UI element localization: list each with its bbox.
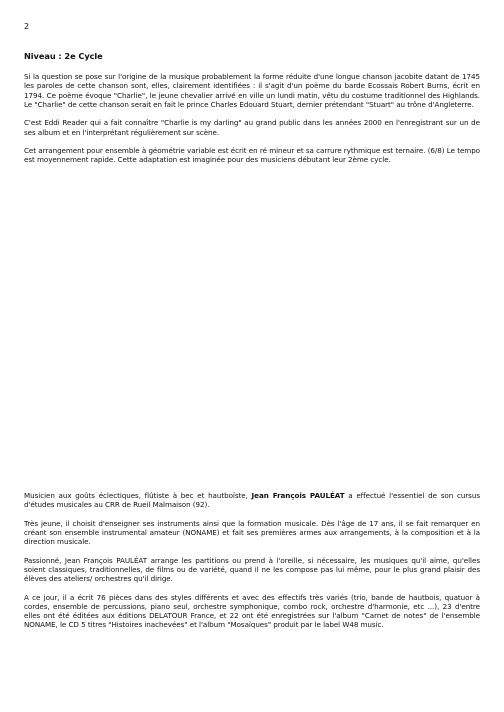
bio-intro-paragraph — [24, 491, 480, 509]
eddi-reader-paragraph: C'est Eddi Reader qui a fait connaître "Charlie is my darling" au grand public dans les années 2000 en l'enregistrant sur un de ses album et en l'interprétant régulièrement sur scène. — [24, 118, 480, 137]
arrangement-paragraph: Cet arrangement pour ensemble à géométrie variable est écrit en ré mineur et sa carrure rythmique est ternaire. (6/8) Le tempo est moyennement rapide. Cette adaptation est imaginée pour des musiciens débutant leur 2ème cycle. — [24, 146, 480, 165]
origin-paragraph: Si la question se pose sur l'origine de la musique probablement la forme réduite d'une longue chanson jacobite datant de 1745 les paroles de cette chanson sont, elles, clairement identifiées : il s'agit d'un poème du barde Ecossais Robert Burns, écrit en 1794. Ce poème évoque "Charlie", le jeune chevalier arrivé en ville un lundi matin, vêtu du costume traditionnel des Highlands. Le "Charlie" de cette chanson serait en fait le prince Charles Edouard Stuart, dernier prétendant "Stuart" au trône d'Angleterre. — [24, 72, 480, 109]
description-section — [24, 52, 480, 174]
bio-teaching-paragraph: Très jeune, il choisit d'enseigner ses instruments ainsi que la formation musicale. Dès l'âge de 17 ans, il se fait remarquer en créant son ensemble instrumental amateur (NONAME) et fait ses premières armes aux arrangements, à la composition et à la direction musicale. — [24, 518, 480, 547]
bio-passion-paragraph: Passionné, Jean François PAULÉAT arrange les partitions ou prend à l'oreille, si nécessaire, les musiques qu'il aime, qu'elles soient classiques, traditionnelles, de films ou de variété, quand il ne les compose pas lui même, pour le plus grand plaisir des élèves des ateliers/ orchestres qu'il dirige. — [24, 555, 480, 584]
bio-intro-before: Musicien aux goûts éclectiques, flûtiste à bec et hautboïste, — [24, 491, 252, 500]
biography-section — [24, 491, 480, 639]
bio-intro-after: a effectué l'essentiel de son cursus d'études musicales au CRR de Rueil Malmaison (92). — [24, 491, 480, 510]
level-heading: Niveau : 2e Cycle — [24, 51, 103, 61]
page-number: 2 — [24, 22, 30, 31]
composer-name: Jean François PAULÉAT — [251, 491, 345, 500]
bio-works-paragraph: A ce jour, il a écrit 76 pièces dans des styles différents et avec des effectifs très variés (trio, bande de hautbois, quatuor à cordes, ensemble de percussions, piano seul, orchestre symphonique, combo rock, orchestre d'harmonie, etc ...), 23 d'entre elles ont été éditées aux éditions DELATOUR France, et 22 ont été enregistrées sur l'album "Carnet de notes" de l'ensemble NONAME, le CD 5 titres "Histoires inachevées" et l'album "Mosaïques" produit par le label W48 music. — [24, 592, 480, 630]
